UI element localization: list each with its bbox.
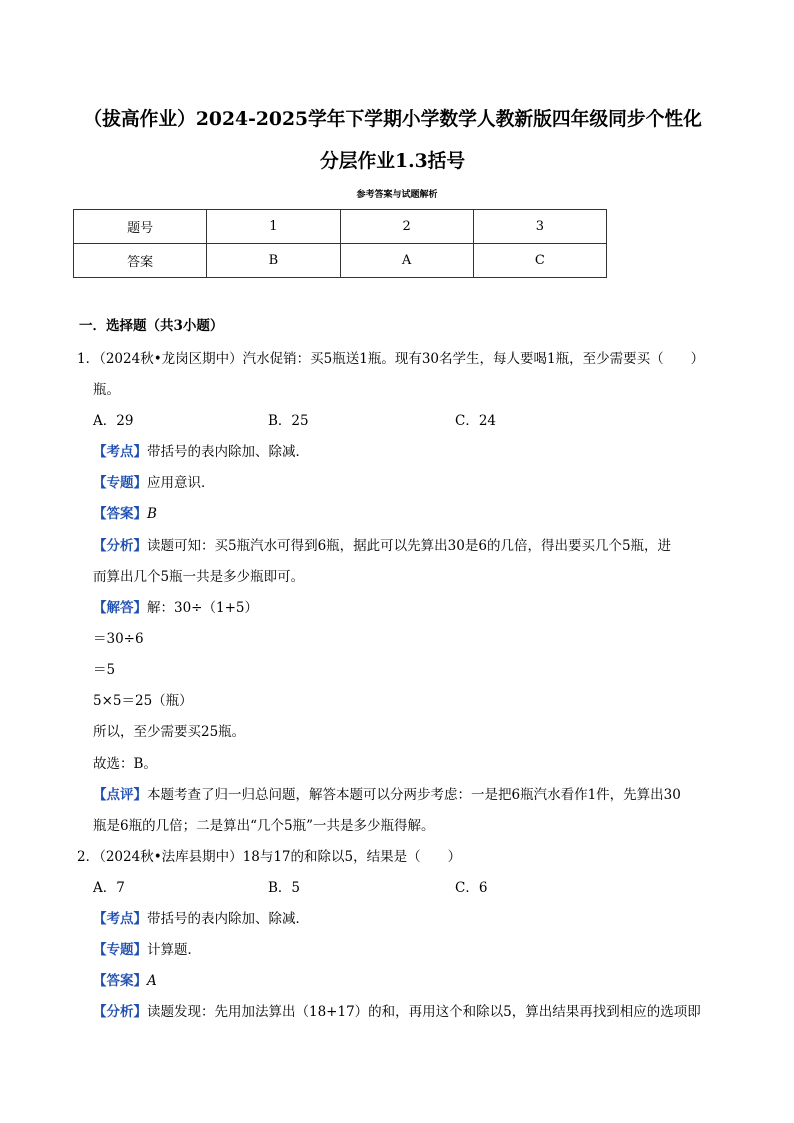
q2-fenxi-line1 [93,1003,701,1021]
q2-option-c: C．6 [455,880,488,896]
q2-stem-line1: 2．（2024秋•法库县期中）18与17的和除以5，结果是（ ） [77,849,462,865]
page-subtitle: 参考答案与试题解析 [356,190,438,200]
table-cell: 答案 [74,244,207,278]
kaodian-tag: 【考点】 [93,911,147,927]
q1-jieda-line6: 故选：B。 [93,756,157,772]
q2-zhuanti [93,941,201,959]
q2-daan [93,972,157,990]
q2-kaodian [93,910,309,928]
q1-fenxi-line2: 而算出几个5瓶一共是多少瓶即可。 [93,569,305,585]
zhuanti-text: 计算题． [147,942,201,958]
q1-dianping-line1 [93,786,681,804]
jieda-text: 解：30÷（1+5） [147,600,258,616]
dianping-text: 本题考查了归一归总问题，解答本题可以分两步考虑：一是把6瓶汽水看作1件，先算出30 [147,787,681,803]
q2-option-a: A．7 [93,880,125,896]
daan-text: B [147,506,157,522]
daan-tag: 【答案】 [93,973,147,989]
table-cell: C [473,244,606,278]
q1-stem-line1: 1．（2024秋•龙岗区期中）汽水促销：买5瓶送1瓶。现有30名学生，每人要喝1瓶，至少需要买（ ） [77,351,705,367]
page-title-line2: 分层作业1.3括号 [320,150,466,172]
q1-zhuanti [93,474,215,492]
zhuanti-tag: 【专题】 [93,942,147,958]
kaodian-tag: 【考点】 [93,444,147,460]
answer-table-answer-row [74,244,607,278]
table-cell: 1 [207,210,340,244]
kaodian-text: 带括号的表内除加、除减． [147,911,309,927]
section-heading: 一．选择题（共3小题） [79,318,224,334]
daan-text: A [147,973,157,989]
q1-jieda-line4: 5×5＝25（瓶） [93,693,193,709]
fenxi-tag: 【分析】 [93,538,147,554]
table-cell: 3 [473,210,606,244]
q1-stem-line2: 瓶。 [93,382,120,398]
page-title-line1: （拔高作业）2024-2025学年下学期小学数学人教新版四年级同步个性化 [83,108,702,130]
q1-jieda-line3: ＝5 [93,662,116,678]
zhuanti-text: 应用意识． [147,475,215,491]
q1-fenxi-line1 [93,537,671,555]
q1-daan [93,505,157,523]
daan-tag: 【答案】 [93,506,147,522]
answer-table-header-row [74,210,607,244]
zhuanti-tag: 【专题】 [93,475,147,491]
dianping-tag: 【点评】 [93,787,147,803]
table-cell: 2 [340,210,473,244]
answer-table [73,209,607,278]
q1-option-c: C．24 [455,413,497,429]
q1-option-b: B．25 [268,413,309,429]
kaodian-text: 带括号的表内除加、除减． [147,444,309,460]
q1-jieda-line5: 所以，至少需要买25瓶。 [93,724,246,740]
table-cell: 题号 [74,210,207,244]
q1-jieda-line1 [93,599,258,617]
jieda-tag: 【解答】 [93,600,147,616]
q1-dianping-line2: 瓶是6瓶的几倍；二是算出“几个5瓶”一共是多少瓶得解。 [93,818,435,834]
q2-option-b: B．5 [268,880,301,896]
fenxi-text: 读题发现：先用加法算出（18+17）的和，再用这个和除以5，算出结果再找到相应的选项即 [147,1004,701,1020]
q1-kaodian [93,443,309,461]
fenxi-tag: 【分析】 [93,1004,147,1020]
q1-jieda-line2: ＝30÷6 [93,631,144,647]
table-cell: B [207,244,340,278]
fenxi-text: 读题可知：买5瓶汽水可得到6瓶，据此可以先算出30是6的几倍，得出要买几个5瓶，进 [147,538,672,554]
table-cell: A [340,244,473,278]
q1-option-a: A．29 [93,413,134,429]
